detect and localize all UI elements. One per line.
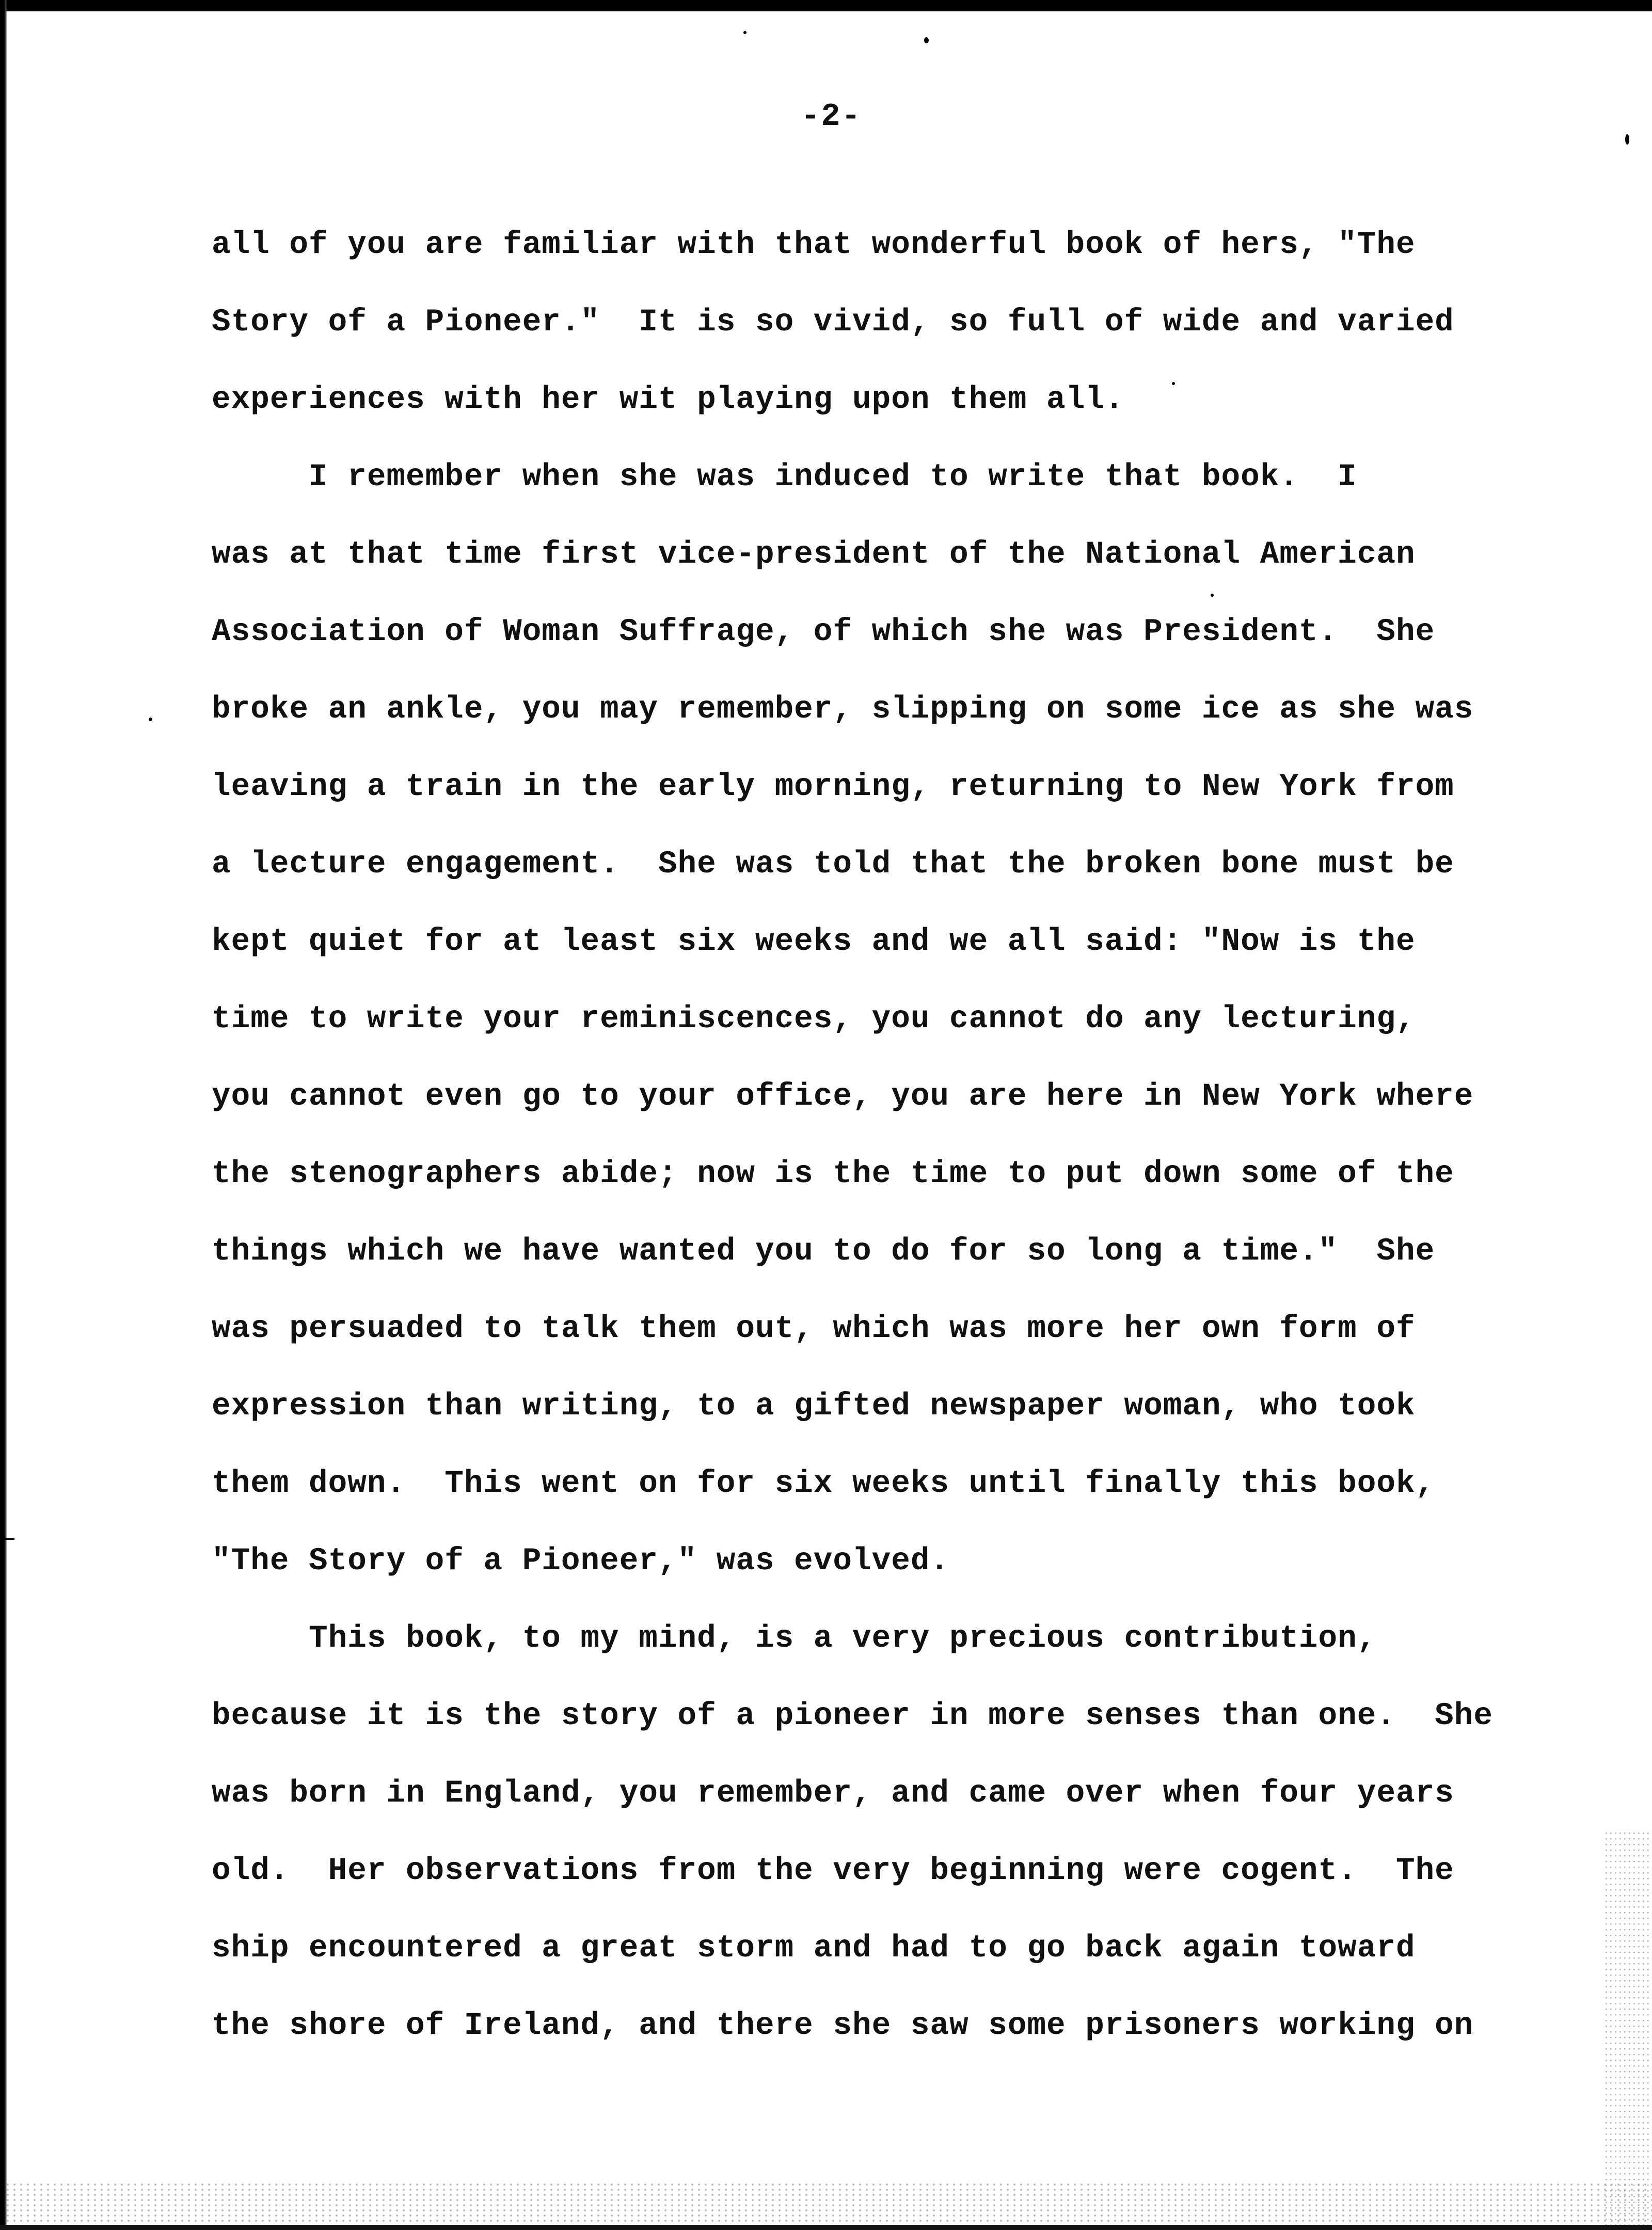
text-line: experiences with her wit playing upon them all. [212,382,1124,418]
text-line: "The Story of a Pioneer," was evolved. [212,1543,950,1579]
text-line: expression than writing, to a gifted newspaper woman, who took [212,1389,1416,1424]
text-line: was persuaded to talk them out, which was more her own form of [212,1311,1416,1347]
text-line: old. Her observations from the very beginning were cogent. The [212,1853,1454,1889]
text-line: a lecture engagement. She was told that the broken bone must be [212,847,1454,882]
text-line: things which we have wanted you to do for so long a time." She [212,1234,1435,1269]
scan-speck [1625,134,1629,145]
scan-noise-right [1606,1833,1652,2230]
text-line: the stenographers abide; now is the time to put down some of the [212,1156,1454,1192]
text-line: was born in England, you remember, and came over when four years [212,1776,1454,1811]
scan-speck [743,31,746,34]
page-number: -2- [801,98,862,135]
text-line: Story of a Pioneer." It is so vivid, so full of wide and varied [212,305,1454,340]
text-line: all of you are familiar with that wonderful book of hers, "The [212,227,1416,263]
text-line: the shore of Ireland, and there she saw some prisoners working on [212,2008,1474,2044]
text-line: This book, to my mind, is a very precious contribution, [212,1621,1377,1656]
text-line: kept quiet for at least six weeks and we all said: "Now is the [212,924,1416,960]
scan-speck [149,718,152,721]
text-line: time to write your reminiscences, you cannot do any lecturing, [212,1001,1416,1037]
scan-speck [924,37,929,43]
text-line: ship encountered a great storm and had to go back again toward [212,1931,1416,1966]
text-line: was at that time first vice-president of the National American [212,537,1416,572]
body-text [212,206,1533,2065]
text-line: because it is the story of a pioneer in more senses than one. She [212,1698,1493,1734]
text-line: leaving a train in the early morning, returning to New York from [212,769,1454,805]
scan-mark [0,1538,14,1540]
scan-noise-bottom [0,2184,1652,2230]
scan-edge-left [0,0,7,2230]
text-line: I remember when she was induced to write that book. I [212,459,1357,495]
text-line: Association of Woman Suffrage, of which she was President. She [212,614,1435,650]
scan-edge-bottom [0,2225,1652,2230]
text-line: them down. This went on for six weeks until finally this book, [212,1466,1435,1502]
text-line: you cannot even go to your office, you are here in New York where [212,1079,1474,1114]
scan-edge-top [0,0,1652,11]
text-line: broke an ankle, you may remember, slipping on some ice as she was [212,692,1474,727]
